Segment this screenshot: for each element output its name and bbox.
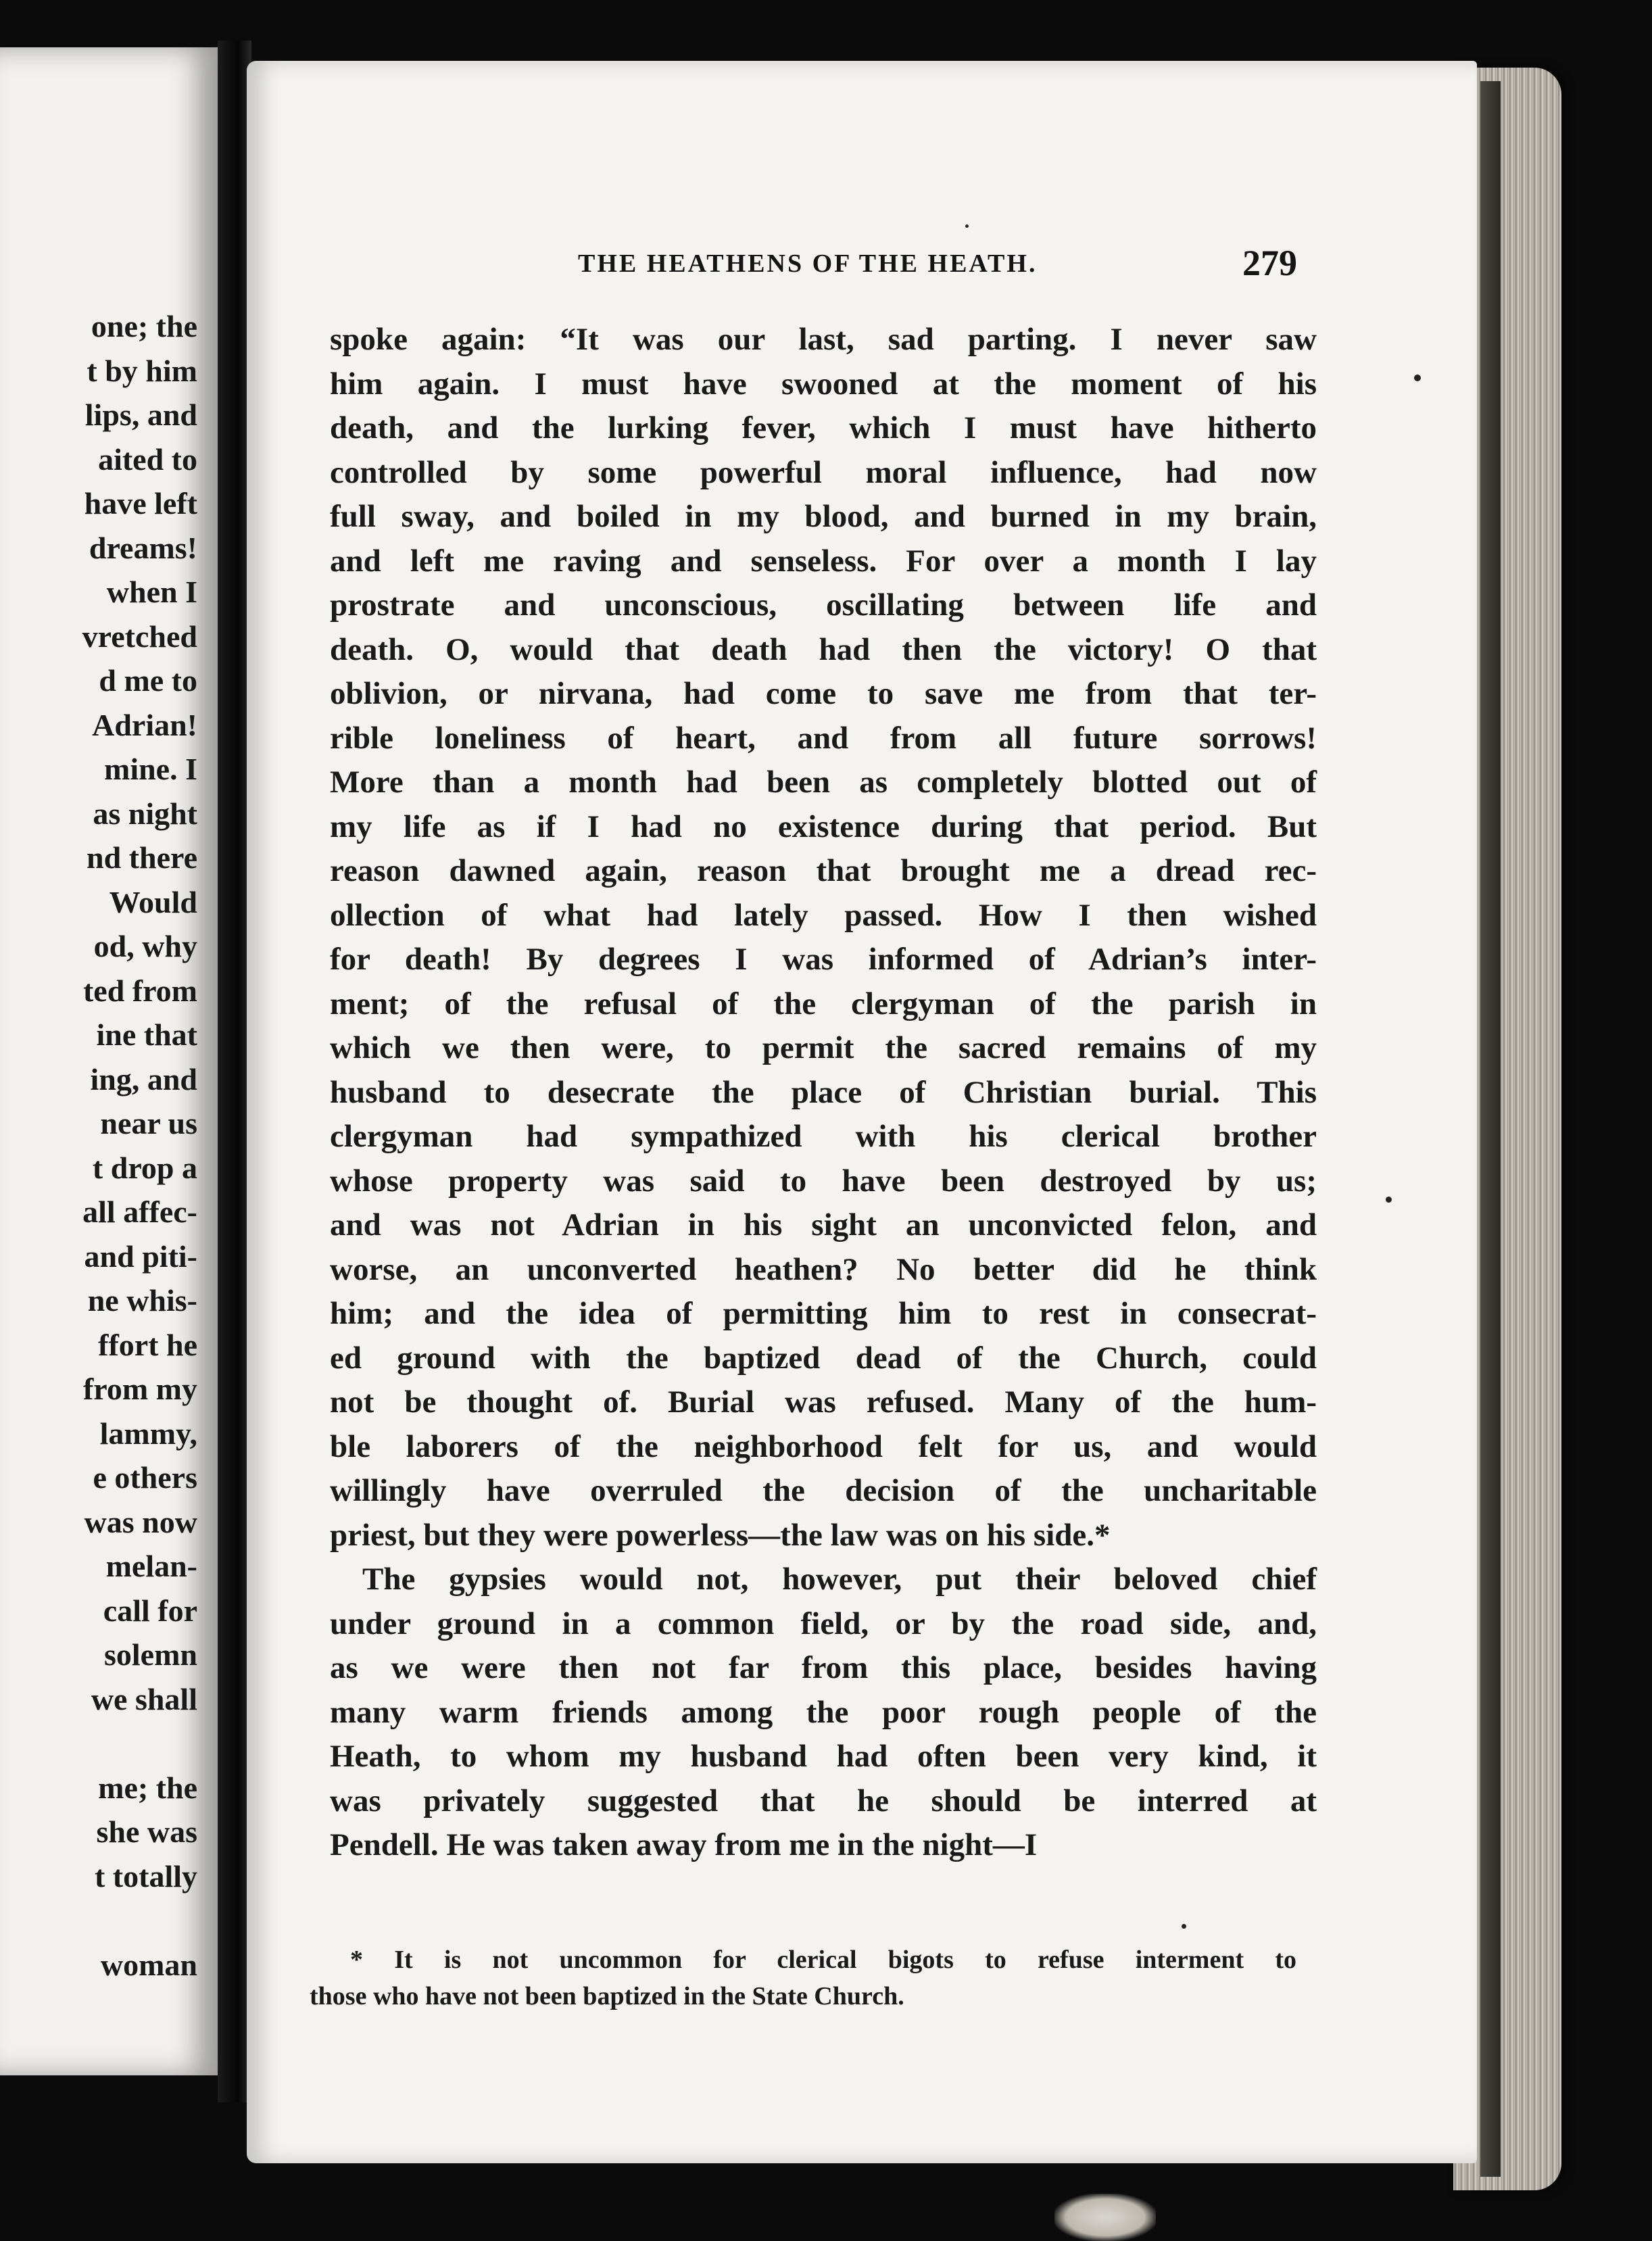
body-line: clergyman had sympathized with his clerical brother [330,1119,1317,1154]
scan-speck [1386,1197,1392,1203]
left-page-line: near us [100,1106,197,1140]
left-page-line: ne whis- [87,1283,197,1318]
body-line: whose property was said to have been destroyed by us; [330,1163,1317,1199]
body-line: spoke again: “It was our last, sad parting. I never saw [330,322,1317,357]
body-line: ollection of what had lately passed. How I then wished [330,897,1317,933]
body-line: and was not Adrian in his sight an unconvicted felon, and [330,1207,1317,1243]
left-page-line: solemn [104,1637,197,1672]
footnote-line: * It is not uncommon for clerical bigots to refuse interment to [350,1946,1296,1974]
body-line: death. O, would that death had then the victory! O that [330,631,1317,667]
body-line: oblivion, or nirvana, had come to save me from that ter- [330,676,1317,711]
left-page-line: ted from [82,973,197,1008]
footnote-line: those who have not been baptized in the State Church. [310,1982,904,2010]
left-page-line: all affec- [82,1195,197,1229]
left-page-line [0,1898,197,1943]
body-line: worse, an unconverted heathen? No better did he think [330,1251,1317,1287]
left-page-line: lammy, [99,1416,197,1451]
body-line: for death! By degrees I was informed of Adrian’s inter- [330,942,1317,977]
left-page-line: nd there [87,840,197,875]
left-page-line: vretched [82,619,197,654]
scan-artifact [1054,2194,1156,2241]
left-page-line: melan- [105,1549,197,1583]
left-page-line: aited to [98,441,197,477]
body-line: ed ground with the baptized dead of the Church, could [330,1340,1317,1376]
left-page-line: woman [100,1947,197,1982]
body-line: which we then were, to permit the sacred remains of my [330,1030,1317,1065]
body-line: under ground in a common field, or by the road side, and, [330,1606,1317,1641]
left-page-line: lips, and [84,397,197,432]
left-page-line: od, why [93,929,197,963]
footnote [310,1942,1296,2015]
left-page-line: as night [93,796,197,831]
body-line: and left me raving and senseless. For over a month I lay [330,543,1317,579]
body-line: priest, but they were powerless—the law was on his side.* [330,1517,1111,1553]
scan-speck [965,224,969,228]
body-line: my life as if I had no existence during that period. But [330,809,1317,844]
left-page-line: and piti- [84,1238,197,1274]
body-line: death, and the lurking fever, which I must have hitherto [330,410,1317,445]
body-line: Pendell. He was taken away from me in the night—I [330,1827,1038,1862]
page-number: 279 [1242,243,1297,283]
body-line: full sway, and boiled in my blood, and burned in my brain, [330,499,1317,534]
body-line: was privately suggested that he should be interred at [330,1783,1317,1818]
left-page-line: t by him [87,353,197,388]
left-page-line: was now [84,1504,197,1539]
body-line: reason dawned again, reason that brought me a dread rec- [330,853,1317,888]
left-page-line: mine. I [104,752,197,786]
body-line: ble laborers of the neighborhood felt for us, and would [330,1428,1317,1464]
body-line: The gypsies would not, however, put their beloved chief [362,1562,1317,1597]
body-line: him again. I must have swooned at the moment of his [330,366,1317,402]
left-page-line: e others [93,1460,197,1495]
body-line: controlled by some powerful moral influence, had now [330,454,1317,490]
left-page-line: when I [106,575,197,609]
left-page-text [0,304,197,1987]
left-page-line: t drop a [92,1150,197,1185]
body-line: him; and the idea of permitting him to rest in consecrat- [330,1296,1317,1331]
body-line: prostrate and unconscious, oscillating between life and [330,587,1317,623]
left-page-line: Would [109,884,197,919]
left-page-line [0,1721,197,1766]
body-line: More than a month had been as completely blotted out of [330,765,1317,800]
left-page-line: have left [84,486,197,521]
left-page-line: one; the [91,309,197,343]
left-page-line: d me to [99,663,197,698]
body-line: as we were then not far from this place, besides having [330,1650,1317,1685]
left-page [0,47,218,2075]
left-page-line: from my [82,1372,197,1406]
left-page-line: she was [96,1814,197,1849]
running-head: THE HEATHENS OF THE HEATH. [578,249,1038,278]
body-line: ment; of the refusal of the clergyman of the parish in [330,986,1317,1021]
left-page-line: dreams! [89,530,197,565]
left-page-line: call for [103,1593,197,1628]
left-page-line: ing, and [90,1061,197,1097]
scan-speck [1414,375,1421,381]
body-text [330,318,1317,1868]
page-edge-shadow [1480,81,1501,2177]
left-page-line: we shall [91,1681,197,1716]
body-line: not be thought of. Burial was refused. Many of the hum- [330,1384,1317,1420]
left-page-line: me; the [98,1770,197,1805]
body-line: rible loneliness of heart, and from all future sorrows! [330,720,1317,756]
body-line: many warm friends among the poor rough people of the [330,1694,1317,1730]
body-line: Heath, to whom my husband had often been very kind, it [330,1739,1317,1774]
left-page-line: ine that [96,1017,197,1052]
left-page-line: Adrian! [92,707,197,742]
scan-speck [1182,1924,1186,1929]
left-page-line: t totally [94,1858,197,1894]
body-line: willingly have overruled the decision of the uncharitable [330,1473,1317,1508]
body-line: husband to desecrate the place of Christian burial. This [330,1074,1317,1110]
left-page-line: ffort he [98,1327,197,1362]
